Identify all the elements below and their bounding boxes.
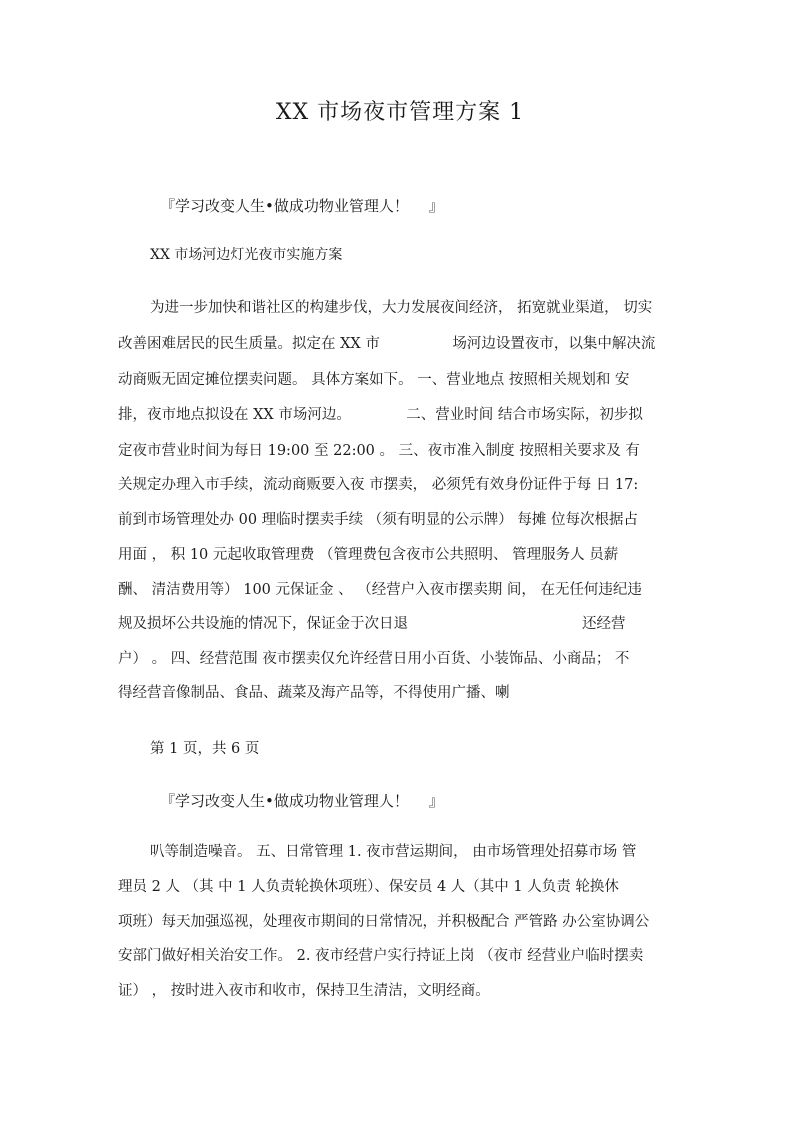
body-line: 证） ， 按时进入夜市和收市，保持卫生清洁，文明经商。 bbox=[118, 983, 490, 999]
body-line: 项班）每天加强巡视，处理夜市期间的日常情况，并积极配合 严管路 办公室协调公 bbox=[118, 914, 650, 930]
document-subtitle: XX 市场河边灯光夜市实施方案 bbox=[150, 247, 343, 263]
body-line: 定夜市营业时间为每日 19:00 至 22:00 。 三、夜市准入制度 按照相关要求及 有 bbox=[118, 443, 640, 459]
body-line: 叭等制造噪音。 五、日常管理 1. 夜市营运期间， 由市场管理处招募市场 管 bbox=[150, 844, 637, 860]
slogan-bottom: 『学习改变人生•做成功物业管理人！ 』 bbox=[160, 792, 444, 810]
body-line: 理员 2 人 （其 中 1 人负责轮换休项班）、保安员 4 人（其中 1 人负责 轮换休 bbox=[118, 879, 619, 895]
body-line: 安部门做好相关治安工作。 2. 夜市经营户实行持证上岗 （夜市 经营业户临时摆卖 bbox=[118, 948, 644, 964]
body-line: 关规定办理入市手续，流动商贩要入夜 市摆卖， 必须凭有效身份证件于每 日 17: bbox=[118, 477, 639, 493]
body-line: 户） 。 四、经营范围 夜市摆卖仅允许经营日用小百货、小装饰品、小商品； 不 bbox=[118, 651, 630, 667]
document-title: XX 市场夜市管理方案 1 bbox=[275, 100, 525, 125]
body-line: 改善困难居民的民生质量。拟定在 XX 市 场河边设置夜市，以集中解决流 bbox=[118, 336, 656, 352]
body-line: 排，夜市地点拟设在 XX 市场河边。 二、营业时间 结合市场实际，初步拟 bbox=[118, 407, 643, 423]
body-line: 动商贩无固定摊位摆卖问题。 具体方案如下。 一、营业地点 按照相关规划和 安 bbox=[118, 372, 630, 388]
body-line: 前到市场管理处办 00 理临时摆卖手续 （须有明显的公示牌） 每摊 位每次根据占 bbox=[118, 512, 638, 528]
slogan-top: 『学习改变人生•做成功物业管理人！ 』 bbox=[160, 197, 444, 215]
body-line: 为进一步加快和谐社区的构建步伐，大力发展夜间经济， 拓宽就业渠道， 切实 bbox=[150, 300, 653, 316]
body-line: 规及损坏公共设施的情况下，保证金于次日退 还经营 bbox=[118, 616, 626, 632]
body-line: 用面 ， 积 10 元起收取管理费 （管理费包含夜市公共照明、 管理服务人 员薪 bbox=[118, 547, 619, 563]
body-line: 酬、 清洁费用等） 100 元保证金 、 （经营户入夜市摆卖期 间， 在无任何违纪违 bbox=[118, 582, 642, 598]
page-footer: 第 1 页，共 6 页 bbox=[150, 741, 260, 757]
body-line: 得经营音像制品、食品、蔬菜及海产品等，不得使用广播、喇 bbox=[118, 685, 510, 701]
